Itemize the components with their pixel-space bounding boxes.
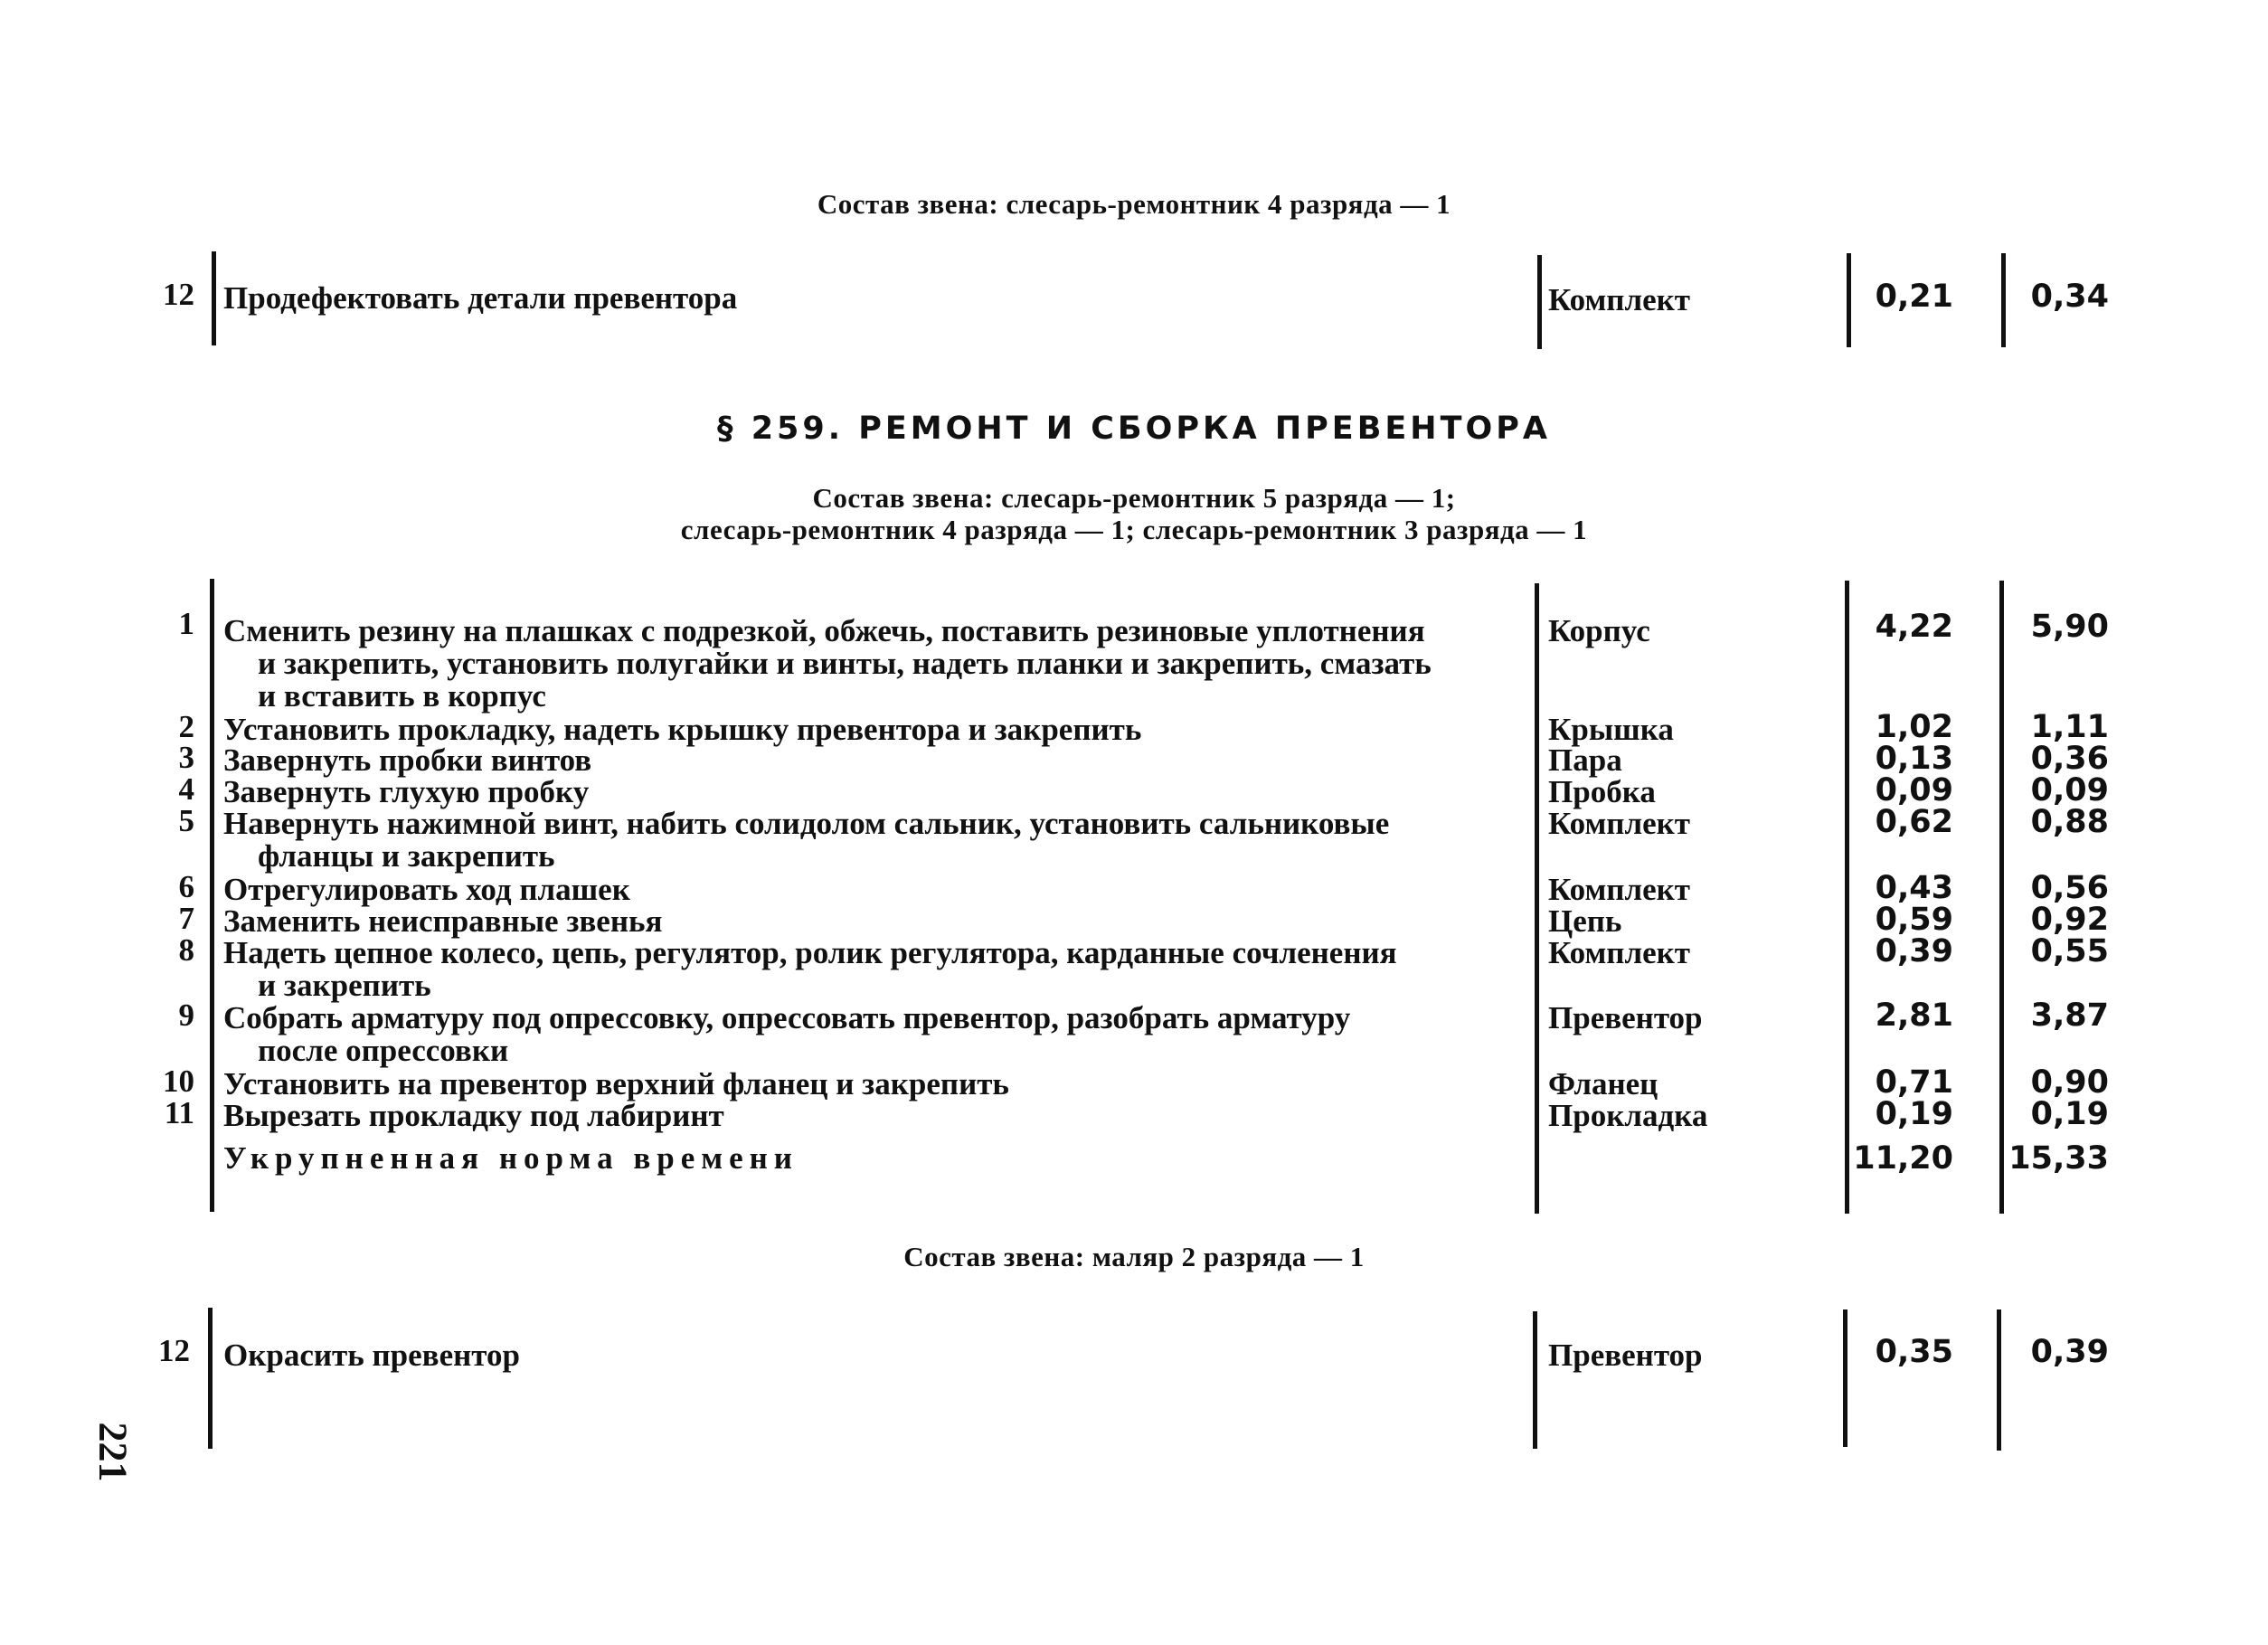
value-col2: 0,36 [2030, 741, 2109, 777]
unit-text: Пара [1548, 742, 1622, 778]
operation-line: и вставить в корпус [258, 678, 546, 714]
operation-line: Надеть цепное колесо, цепь, регулятор, ролик регулятора, карданные сочленения [223, 935, 1397, 970]
column-rule [1533, 1311, 1537, 1449]
row-number: 1 [178, 606, 194, 641]
composition-heading-2-line1: Состав звена: слесарь-ремонтник 5 разряда — 1; [812, 482, 1456, 514]
operation-text [223, 1002, 1526, 1067]
value-col1: 0,09 [1875, 772, 1953, 808]
operation-text [223, 615, 1526, 713]
row-number: 8 [178, 932, 194, 968]
value-col1: 0,62 [1875, 804, 1953, 840]
operation-line: Собрать арматуру под опрессовку, опрессовать превентор, разобрать арматуру [223, 1000, 1351, 1035]
unit-text: Комплект [1548, 806, 1691, 841]
unit-text: Пробка [1548, 774, 1656, 809]
column-rule [1537, 255, 1542, 349]
value-col1: 0,43 [1875, 870, 1953, 906]
unit-text: Превентор [1548, 1338, 1703, 1373]
operation-text: Окрасить превентор [223, 1338, 520, 1373]
unit-text: Крышка [1548, 712, 1674, 747]
row-number: 12 [163, 277, 194, 312]
value-col2: 5,90 [2030, 609, 2109, 645]
column-rule [1843, 1309, 1847, 1447]
operation-line: Навернуть нажимной винт, набить солидолом сальник, установить сальниковые [223, 806, 1390, 841]
value-col2: 0,92 [2030, 902, 2109, 938]
value-col2: 0,39 [2030, 1334, 2109, 1370]
value-col1: 0,19 [1875, 1096, 1953, 1132]
row-number: 3 [178, 740, 194, 775]
total-value-col2: 15,33 [2008, 1140, 2109, 1177]
row-number: 4 [178, 771, 194, 807]
column-rule [210, 579, 214, 1212]
unit-text: Корпус [1548, 613, 1650, 648]
operation-text: Отрегулировать ход плашек [223, 872, 630, 907]
operation-line: фланцы и закрепить [258, 838, 555, 874]
value-col2: 0,34 [2030, 279, 2109, 315]
column-rule [1535, 583, 1539, 1214]
value-col1: 1,02 [1875, 709, 1953, 745]
value-col2: 0,19 [2030, 1096, 2109, 1132]
unit-text: Прокладка [1548, 1098, 1708, 1133]
operation-line: после опрессовки [258, 1033, 509, 1068]
unit-text: Фланец [1548, 1066, 1658, 1101]
value-col2: 0,88 [2030, 804, 2109, 840]
value-col1: 2,81 [1875, 997, 1953, 1034]
row-number: 11 [164, 1095, 194, 1130]
column-rule [1997, 1309, 2001, 1451]
page-number: 221 [90, 1422, 136, 1482]
row-number: 12 [158, 1333, 190, 1368]
value-col1: 4,22 [1875, 609, 1953, 645]
value-col2: 0,56 [2030, 870, 2109, 906]
value-col1: 0,59 [1875, 902, 1953, 938]
value-col2: 0,55 [2030, 933, 2109, 969]
operation-text: Вырезать прокладку под лабиринт [223, 1098, 724, 1133]
value-col1: 0,21 [1875, 279, 1953, 315]
total-label: Укрупненная норма времени [223, 1140, 799, 1176]
operation-line: и закрепить, установить полугайки и винты, надеть планки и закрепить, смазать [258, 646, 1432, 681]
composition-heading-2-line2: слесарь-ремонтник 4 разряда — 1; слесарь-ремонтник 3 разряда — 1 [680, 514, 1588, 545]
value-col2: 1,11 [2030, 709, 2109, 745]
unit-text: Цепь [1548, 903, 1622, 939]
composition-heading-1: Состав звена: слесарь-ремонтник 4 разряда — 1 [817, 188, 1451, 220]
unit-text: Комплект [1548, 282, 1691, 317]
row-number: 2 [178, 709, 194, 744]
column-rule [208, 1308, 213, 1449]
operation-text: Установить прокладку, надеть крышку превентора и закрепить [223, 712, 1142, 747]
value-col1: 0,71 [1875, 1064, 1953, 1101]
operation-line: и закрепить [258, 968, 431, 1003]
row-number: 10 [163, 1064, 194, 1099]
column-rule [212, 251, 216, 345]
operation-text [223, 808, 1526, 873]
row-number: 7 [178, 901, 194, 936]
value-col1: 0,39 [1875, 933, 1953, 969]
section-title: § 259. РЕМОНТ И СБОРКА ПРЕВЕНТОРА [717, 411, 1551, 447]
operation-text: Продефектовать детали превентора [223, 280, 738, 316]
operation-text: Установить на превентор верхний фланец и закрепить [223, 1066, 1009, 1101]
total-value-col1: 11,20 [1853, 1140, 1953, 1177]
operation-text [223, 937, 1526, 1002]
value-col1: 0,13 [1875, 741, 1953, 777]
composition-heading-3: Состав звена: маляр 2 разряда — 1 [903, 1241, 1365, 1272]
operation-text: Завернуть глухую пробку [223, 774, 590, 809]
row-number: 5 [178, 803, 194, 838]
operation-text: Завернуть пробки винтов [223, 742, 592, 778]
row-number: 6 [178, 869, 194, 904]
value-col2: 0,09 [2030, 772, 2109, 808]
unit-text: Комплект [1548, 935, 1691, 970]
unit-text: Превентор [1548, 1000, 1703, 1035]
value-col2: 0,90 [2030, 1064, 2109, 1101]
row-number: 9 [178, 997, 194, 1033]
unit-text: Комплект [1548, 872, 1691, 907]
operation-line: Сменить резину на плашках с подрезкой, обжечь, поставить резиновые уплотнения [223, 613, 1425, 648]
value-col2: 3,87 [2030, 997, 2109, 1034]
value-col1: 0,35 [1875, 1334, 1953, 1370]
operation-text: Заменить неисправные звенья [223, 903, 663, 939]
